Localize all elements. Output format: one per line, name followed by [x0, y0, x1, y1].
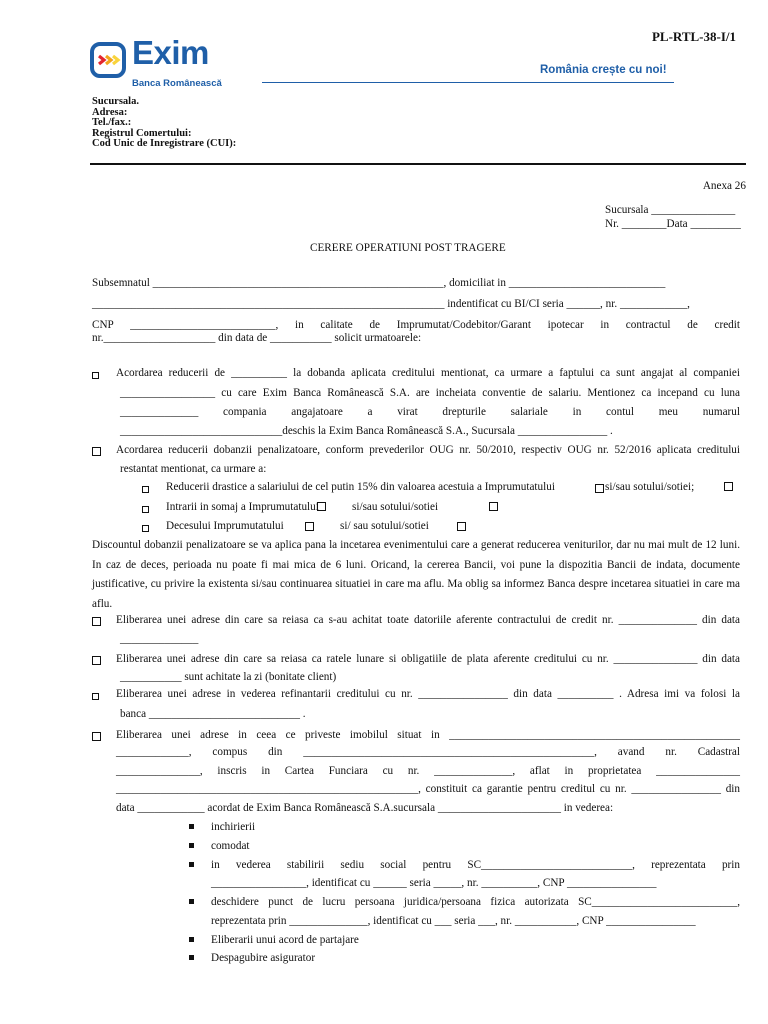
checkbox-property-address[interactable]: [92, 732, 101, 741]
death-spouse-label: si/ sau sotului/sotiei: [340, 520, 429, 532]
applicant-name-line: Subsemnatul ____________________________________________________, domiciliat in ____________________________: [92, 277, 666, 289]
checkbox-death-spouse[interactable]: [457, 522, 466, 531]
unemployment-spouse-label: si/sau sotului/sotiei: [352, 501, 439, 513]
bullet-icon: [189, 824, 194, 829]
bullet-icon: [189, 955, 194, 960]
penalty-discount-line-1: Acordarea reducerii dobanzii penalizatoare, conform prevederilor OUG nr. 50/2010, respectiv OUG nr. 52/2016 aplicata creditului: [116, 444, 740, 456]
property-line-3: _______________, inscris in Cartea Funciara cu nr. ______________, aflat in proprietatea _______________: [116, 765, 740, 777]
checkbox-death[interactable]: [142, 525, 149, 532]
property-line-4: ______________________________________________________, constituit ca garantie pentru creditul cu nr. ________________ din: [116, 783, 740, 795]
checkbox-salary-discount[interactable]: [92, 372, 99, 379]
checkbox-refinancing-address[interactable]: [92, 693, 99, 700]
info-cui: Cod Unic de Inregistrare (CUI):: [92, 138, 237, 149]
bullet-icon: [189, 862, 194, 867]
salary-discount-line-1: Acordarea reducerii de __________ la dobanda aplicata creditului mentionat, ca urmare a faptului ca sunt angajat al companiei: [116, 367, 740, 379]
property-line-5: data ____________ acordat de Exim Banca Românească S.A.sucursala ______________________ in vederea:: [116, 802, 614, 814]
checkbox-death-debtor[interactable]: [305, 522, 314, 531]
option-comodat: comodat: [211, 840, 250, 852]
document-code: PL-RTL-38-I/1: [651, 29, 736, 44]
good-standing-line-2: ___________ sunt achitate la zi (bonitate client): [120, 671, 337, 683]
option-inchiriere: inchirierii: [211, 821, 256, 833]
option-punct-lucru-2: reprezentata prin ______________, identificat cu ___ seria ___, nr. ___________, CNP ________________: [211, 915, 696, 927]
branch-info: [92, 97, 236, 150]
header-blue-line: [262, 82, 674, 83]
exim-logo-icon: [90, 42, 126, 78]
bullet-icon: [189, 937, 194, 942]
option-sediu-social: in vederea stabilirii sediu social pentru SC___________________________, reprezentata prin: [211, 859, 740, 871]
salary-reduction-label: Reducerii drastice a salariului de cel putin 15% din valoarea acestuia a Imprumutatului: [166, 481, 555, 493]
debt-paid-line-1: Eliberarea unei adrese din care sa reiasa ca s-au achitat toate datoriile aferente contractului de credit nr. ______________ din data: [116, 614, 740, 626]
checkbox-unemployment-debtor[interactable]: [317, 502, 326, 511]
slogan: România crește cu noi!: [540, 64, 667, 76]
option-partajare: Eliberarii unui acord de partajare: [211, 934, 359, 946]
unemployment-label: Intrarii in somaj a Imprumutatului: [166, 501, 319, 513]
bullet-icon: [189, 843, 194, 848]
checkbox-salary-reduction[interactable]: [142, 486, 149, 493]
checkbox-debt-paid-address[interactable]: [92, 617, 101, 626]
header-divider: [90, 163, 746, 165]
salary-discount-line-3: ______________ compania angajatoare a virat drepturile salariale in contul meu numarul: [120, 406, 740, 418]
nr-data-field: Nr. ________Data _________: [605, 218, 741, 230]
option-despagubire: Despagubire asigurator: [211, 952, 316, 964]
good-standing-line-1: Eliberarea unei adrese din care sa reiasa ca ratele lunare si obligatiile de plata aferente creditului cu nr. _______________ din data: [116, 653, 740, 665]
bullet-icon: [189, 899, 194, 904]
checkbox-salary-reduction-spouse-2[interactable]: [724, 482, 733, 491]
checkbox-unemployment[interactable]: [142, 506, 149, 513]
logo-name: Exim: [132, 34, 209, 71]
info-adresa: Adresa:: [92, 106, 128, 118]
logo-subtitle: Banca Românească: [132, 78, 222, 89]
penalty-discount-paragraph: Discountul dobanzii penalizatoare se va aplica pana la incetarea evenimentului care a generat reducerea veniturilor, dar nu mai mult de 12 luni. In caz de deces, perioada nu poate fi mai mica de 6 luni. Oricand, la cererea Bancii, voi pune la dispozitia Bancii de indata, documente justificative, cu privire la existenta si/sau continuarea situatiei in care ma aflu. Ma oblig sa informez Banca despre incetarea situatiei in care ma aflu.: [92, 539, 740, 610]
penalty-discount-line-2: restantat mentionat, ca urmare a:: [120, 463, 267, 475]
info-registru: Registrul Comertului:: [92, 127, 192, 139]
info-sucursala: Sucursala.: [92, 96, 139, 107]
refinancing-line-2: banca ___________________________ .: [120, 708, 306, 720]
salary-reduction-spouse-label: si/sau sotului/sotiei;: [605, 481, 695, 493]
option-sediu-social-2: _________________, identificat cu ______ seria _____, nr. __________, CNP ________________: [211, 877, 657, 889]
exim-logo: [90, 34, 230, 90]
death-label: Decesului Imprumutatului: [166, 520, 284, 532]
checkbox-good-standing-address[interactable]: [92, 656, 101, 665]
info-tel: Tel./fax.:: [92, 117, 132, 128]
checkbox-unemployment-spouse[interactable]: [489, 502, 498, 511]
salary-discount-line-4: _____________________________deschis la Exim Banca Românească S.A., Sucursala ________________ .: [120, 425, 613, 437]
refinancing-line-1: Eliberarea unei adrese in vederea refinantarii creditului cu nr. ________________ din data __________ . Adresa imi va folosi la: [116, 688, 740, 700]
checkbox-penalty-discount[interactable]: [92, 447, 101, 456]
applicant-id-line: _______________________________________________________________ indentificat cu BI/CI seria ______, nr. ____________,: [92, 298, 690, 310]
salary-discount-line-2: _________________ cu care Exim Banca Românească S.A. are incheiata conventie de salariu. Mentionez ca incepand cu luna: [120, 387, 740, 399]
applicant-cnp-line: CNP __________________________, in calitate de Imprumutat/Codebitor/Garant ipotecar in contractul de credit: [92, 319, 740, 331]
option-punct-lucru: deschidere punct de lucru persoana juridica/persoana fizica autorizata SC__________________________,: [211, 896, 740, 908]
applicant-contract-line: nr.____________________ din data de ___________ solicit urmatoarele:: [92, 332, 422, 344]
sucursala-field: Sucursala _______________: [605, 204, 736, 216]
property-line-2: _____________, compus din ____________________________________________________, avand nr. Cadastral: [116, 746, 740, 758]
anexa-label: Anexa 26: [702, 180, 746, 192]
checkbox-salary-reduction-spouse[interactable]: [595, 484, 604, 493]
property-line-1: Eliberarea unei adrese in ceea ce priveste imobilul situat in ____________________________________________________: [116, 729, 740, 741]
form-title: CERERE OPERATIUNI POST TRAGERE: [310, 242, 506, 254]
debt-paid-line-2: ______________: [120, 633, 199, 645]
